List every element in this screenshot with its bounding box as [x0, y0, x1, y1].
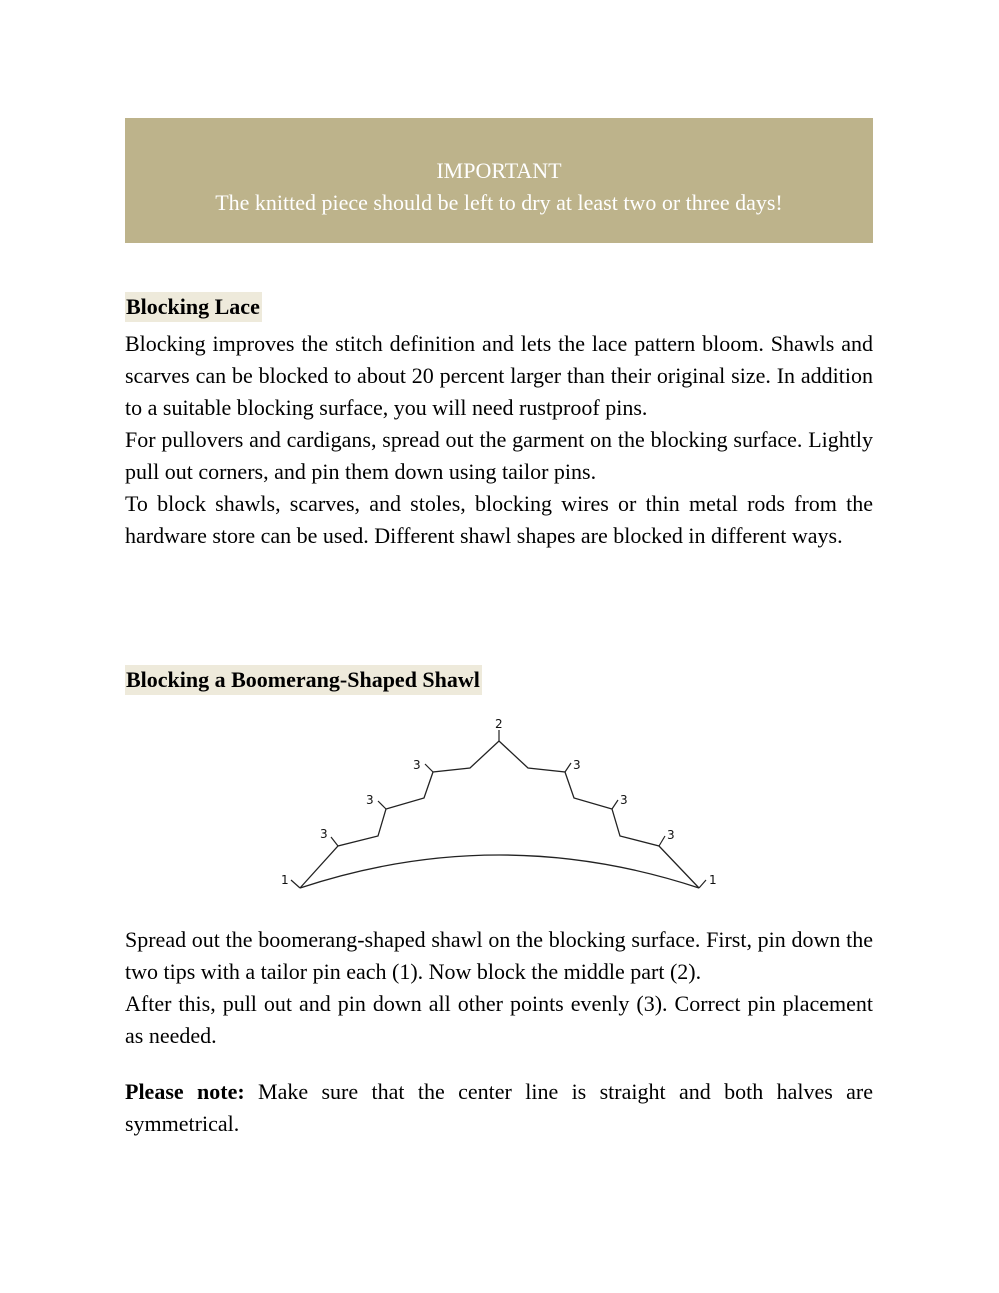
- boomerang-body: [125, 924, 873, 1052]
- note-text: Make sure that the center line is straight and both halves are symmetrical.: [125, 1079, 874, 1136]
- label-point-right-2: 3: [620, 793, 628, 807]
- label-point-right-1: 3: [667, 828, 675, 842]
- paragraph: Blocking improves the stitch definition and lets the lace pattern bloom. Shawls and scarves can be blocked to about 20 percent larger than their original size. In addition to a suitable blocking surface, you will need rustproof pins.: [125, 331, 873, 420]
- important-banner: [125, 118, 873, 243]
- blocking-lace-body: [125, 328, 873, 552]
- boomerang-shawl-diagram: [270, 712, 730, 902]
- paragraph: Spread out the boomerang-shaped shawl on the blocking surface. First, pin down the two tips with a tailor pin each (1). Now block the middle part (2).: [125, 927, 873, 984]
- paragraph: To block shawls, scarves, and stoles, blocking wires or thin metal rods from the hardware store can be used. Different shawl shapes are blocked in different ways.: [125, 491, 873, 548]
- label-middle: 2: [495, 717, 503, 731]
- label-point-left-1: 3: [320, 827, 328, 841]
- pin-marks: [291, 730, 706, 888]
- note-label: Please note:: [125, 1079, 245, 1104]
- paragraph: After this, pull out and pin down all other points evenly (3). Correct pin placement as needed.: [125, 991, 873, 1048]
- shawl-outline: [300, 741, 699, 888]
- label-point-right-3: 3: [573, 758, 581, 772]
- label-tip-left: 1: [281, 873, 289, 887]
- label-point-left-3: 3: [413, 758, 421, 772]
- section-heading-blocking-lace: Blocking Lace: [125, 292, 262, 322]
- banner-title: IMPORTANT: [436, 158, 562, 183]
- label-tip-right: 1: [709, 873, 717, 887]
- note-paragraph: [125, 1076, 873, 1140]
- banner-subtitle: The knitted piece should be left to dry at least two or three days!: [215, 190, 783, 215]
- paragraph: For pullovers and cardigans, spread out the garment on the blocking surface. Lightly pull out corners, and pin them down using tailor pins.: [125, 427, 873, 484]
- section-heading-boomerang: Blocking a Boomerang-Shaped Shawl: [125, 665, 482, 695]
- label-point-left-2: 3: [366, 793, 374, 807]
